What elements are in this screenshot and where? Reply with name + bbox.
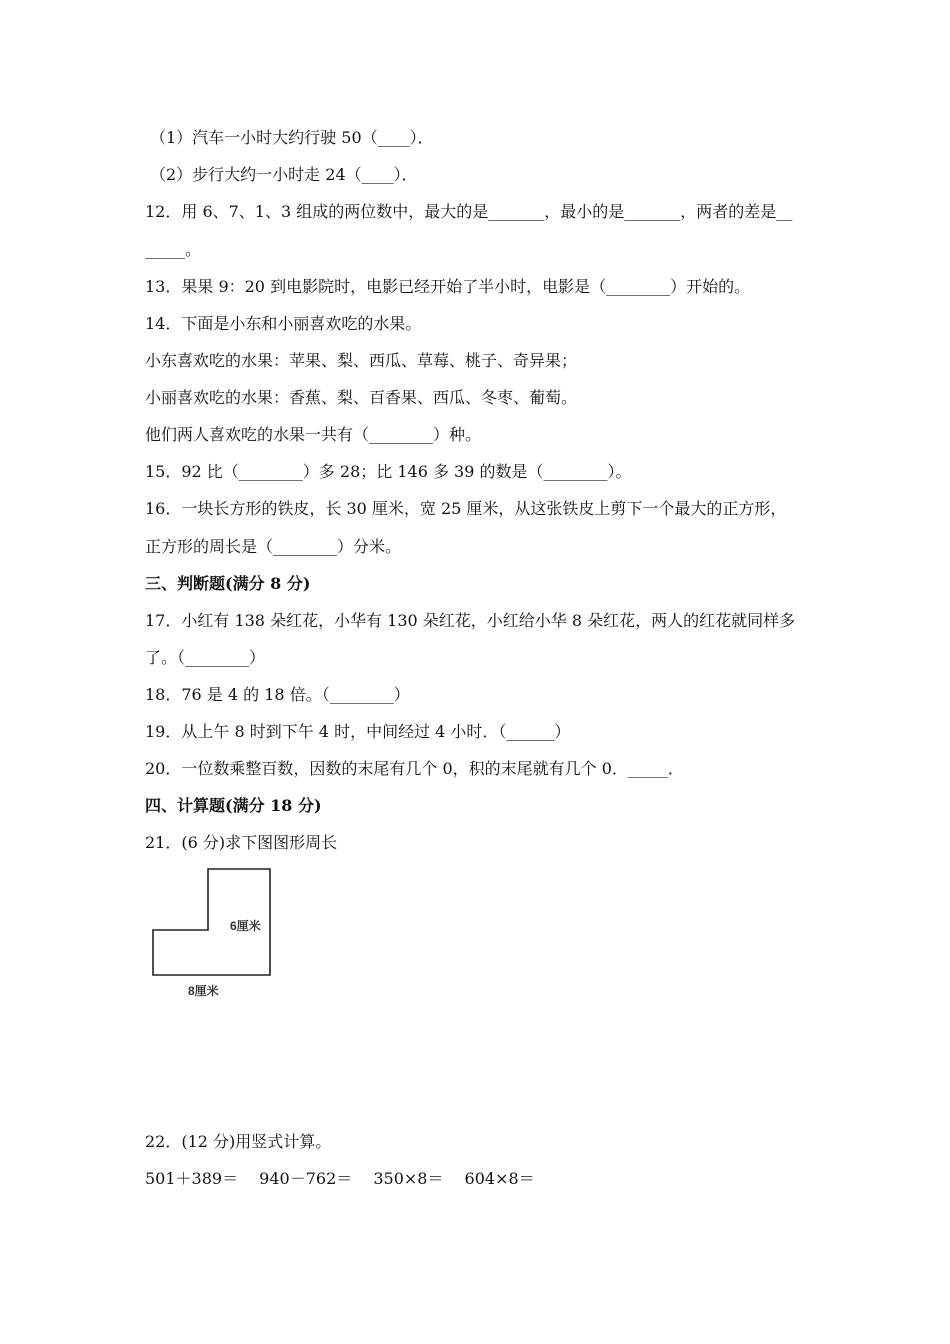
height-label: 6厘米 [230,919,261,933]
q17-text: 17．小红有 138 朵红花，小华有 130 朵红花，小红给小华 8 朵红花，两人的红花就同样多 [145,611,796,630]
q14-text: 14．下面是小东和小丽喜欢吃的水果。 [145,314,422,333]
q15-text: 15．92 比（________）多 28；比 146 多 39 的数是（________）。 [145,462,632,481]
q11-part1: （1）汽车一小时大约行驶 50（____）． [150,128,434,147]
q11-part2: （2）步行大约一小时走 24（____）． [150,165,418,184]
q20-text: 20．一位数乘整百数，因数的末尾有几个 0，积的末尾就有几个 0．_____． [145,759,684,778]
l-shape-diagram [145,862,285,1002]
q21-l-shape-figure [145,862,285,1002]
q12-text: 12．用 6、7、1、3 组成的两位数中，最大的是_______，最小的是_______，两者的差是__ [145,202,793,221]
q13-text: 13．果果 9：20 到电影院时，电影已经开始了半小时，电影是（________）开始的。 [145,277,751,296]
q14-xiaoli-fruits: 小丽喜欢吃的水果：香蕉、梨、百香果、西瓜、冬枣、葡萄。 [145,388,578,407]
q17-text-cont: 了。（________） [145,648,266,667]
q14-question: 他们两人喜欢吃的水果一共有（________）种。 [145,425,482,444]
q19-text: 19．从上午 8 时到下午 4 时，中间经过 4 小时．（______） [145,722,571,741]
section-4-heading: 四、计算题(满分 18 分) [145,796,322,815]
width-label: 8厘米 [188,984,219,998]
section-3-heading: 三、判断题(满分 8 分) [145,574,311,593]
q12-text-cont: _____。 [145,240,202,259]
q21-text: 21．(6 分)求下图图形周长 [145,833,338,852]
q22-text: 22．(12 分)用竖式计算。 [145,1132,332,1151]
q14-xiaodong-fruits: 小东喜欢吃的水果：苹果、梨、西瓜、草莓、桃子、奇异果； [145,351,578,370]
q18-text: 18．76 是 4 的 18 倍。（________） [145,685,410,704]
q16-text: 16．一块长方形的铁皮，长 30 厘米，宽 25 厘米，从这张铁皮上剪下一个最大的正方形， [145,499,787,518]
q22-expressions: 501＋389＝ 940－762＝ 350×8＝ 604×8＝ [145,1169,535,1188]
q16-text-cont: 正方形的周长是（________）分米。 [145,537,402,556]
